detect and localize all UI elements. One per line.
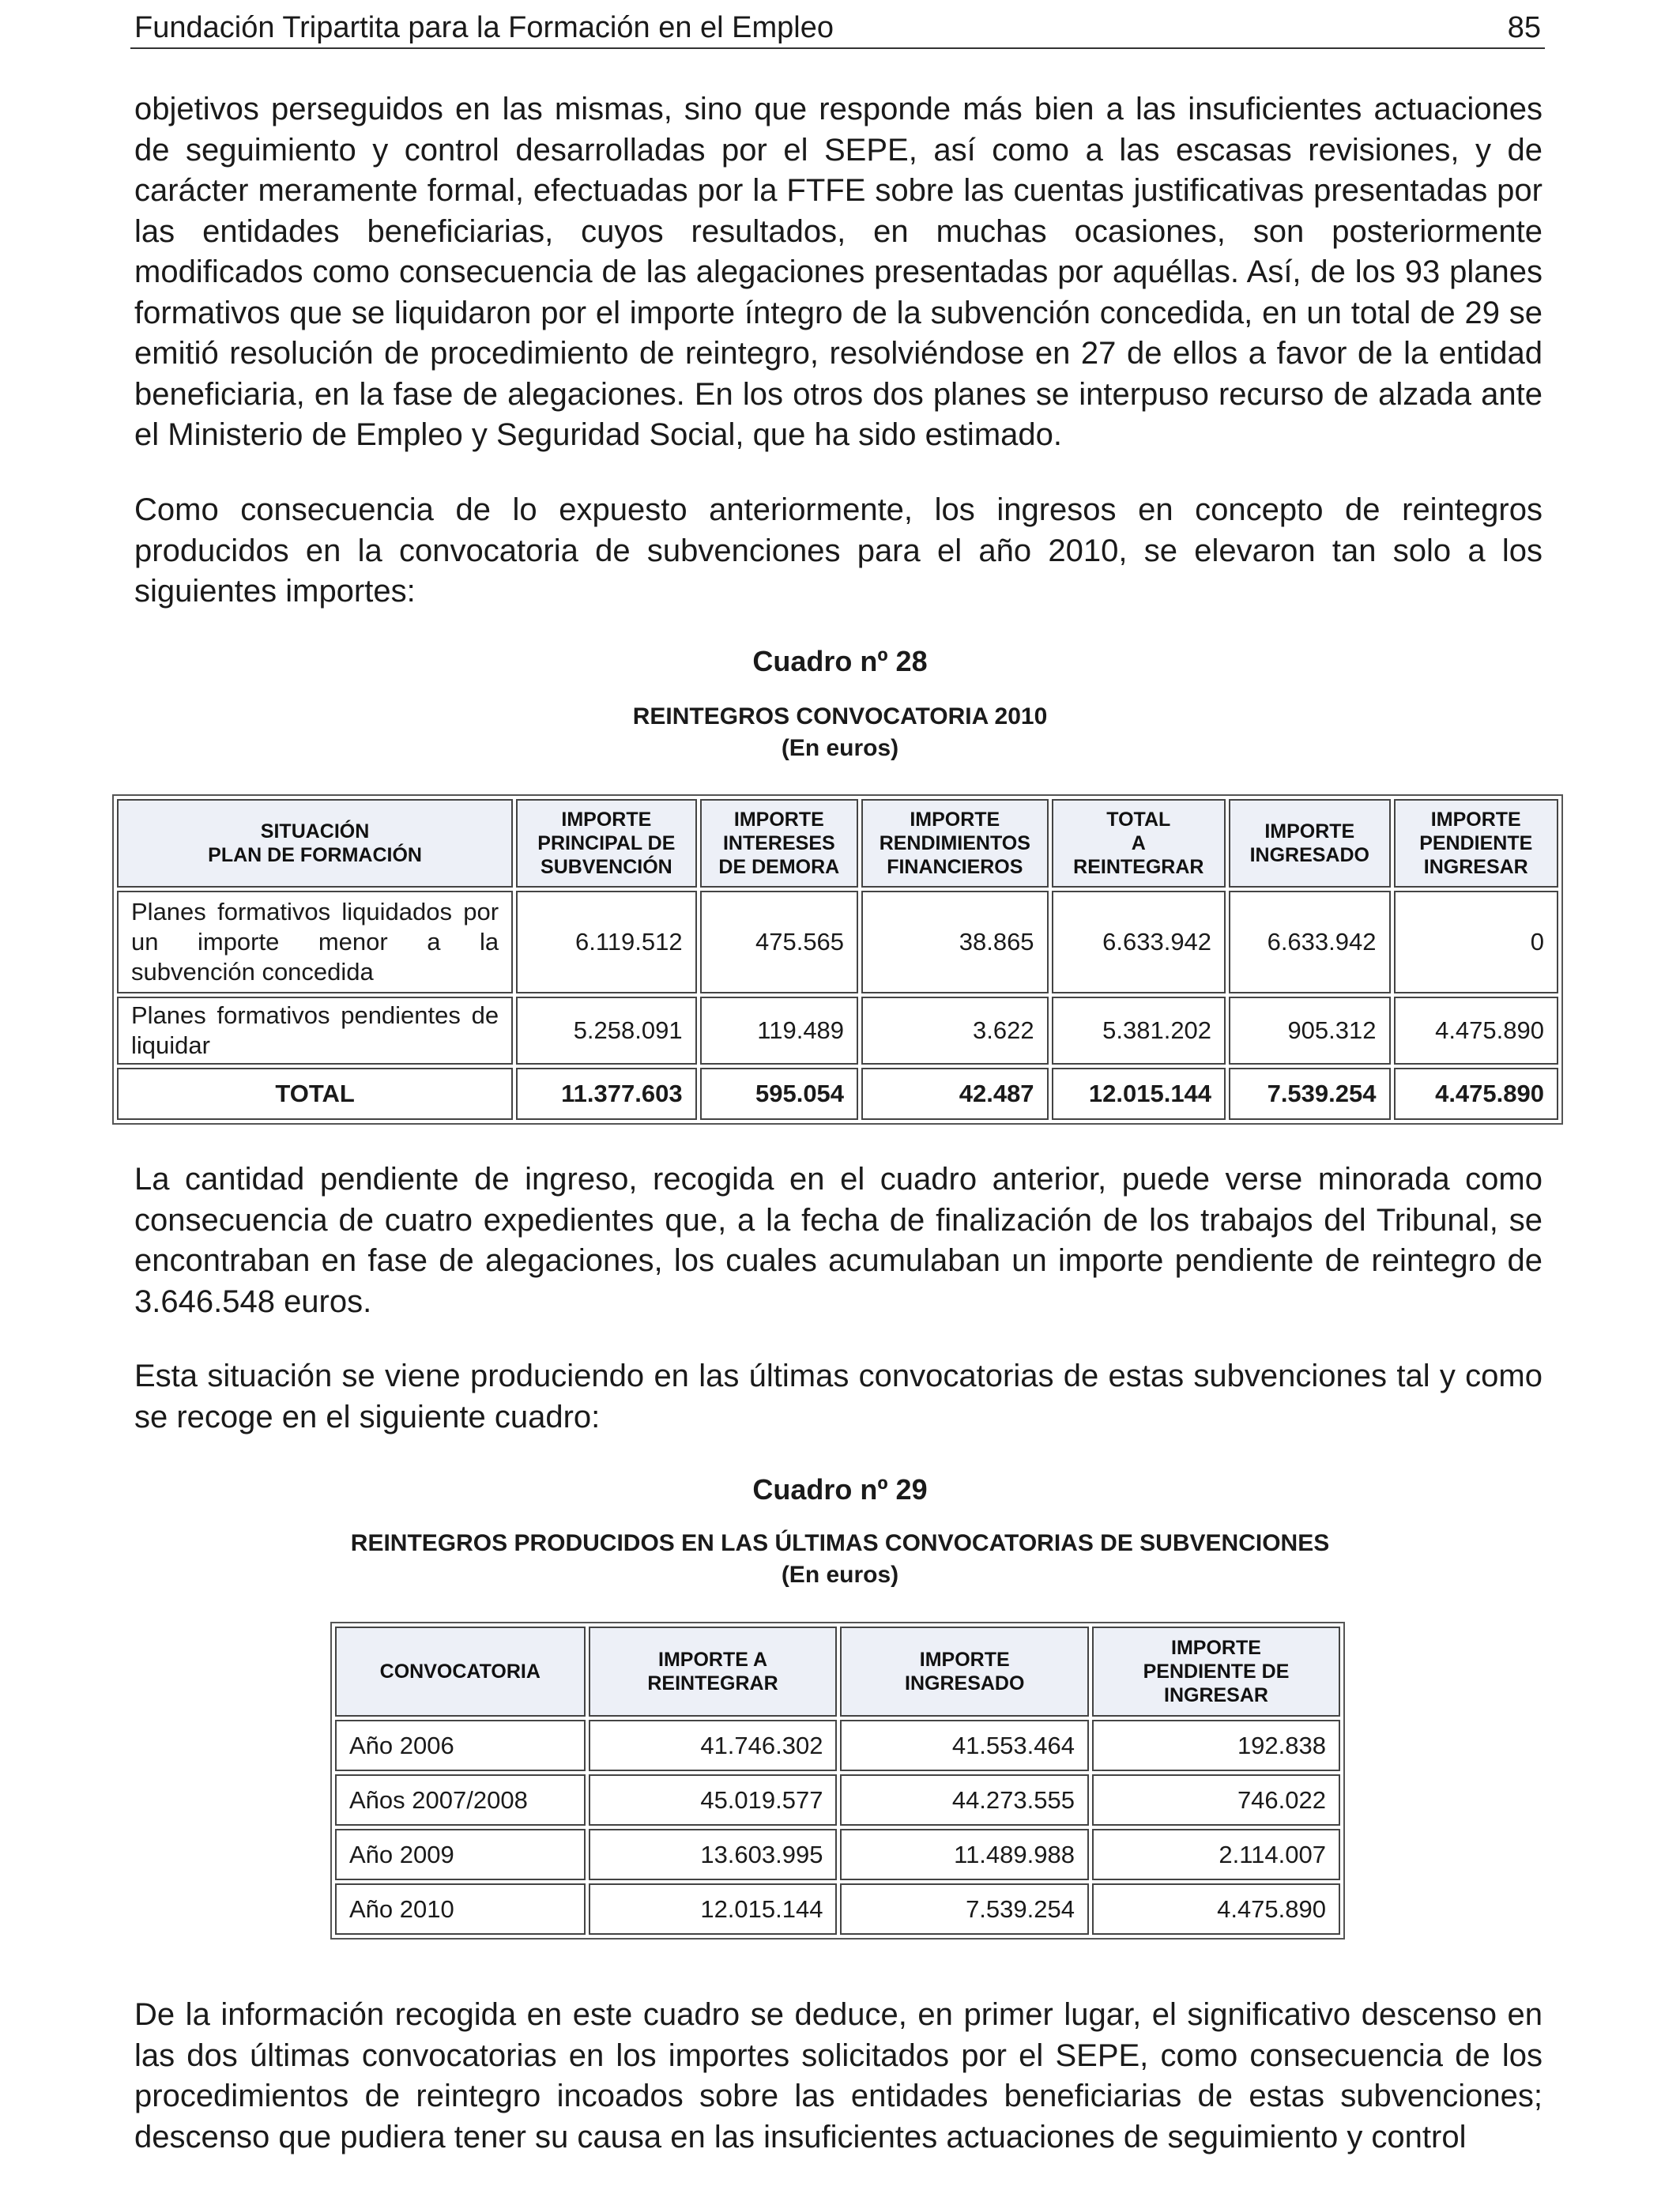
cuadro29-header-convocatoria: CONVOCATORIA (335, 1627, 586, 1717)
cuadro29-header-pendiente: IMPORTE PENDIENTE DE INGRESAR (1092, 1627, 1340, 1717)
table-cell: 0 (1394, 891, 1559, 993)
table-cell: 5.381.202 (1052, 997, 1226, 1065)
cuadro28-title: REINTEGROS CONVOCATORIA 2010 (632, 703, 1048, 729)
cuadro28-header-situacion: SITUACIÓN PLAN DE FORMACIÓN (117, 799, 513, 888)
cuadro28-header-intereses: IMPORTE INTERESES DE DEMORA (700, 799, 858, 888)
table-cell: 5.258.091 (516, 997, 697, 1065)
table-cell: 13.603.995 (589, 1829, 838, 1880)
table-cell: 6.633.942 (1229, 891, 1390, 993)
table-cell: 119.489 (700, 997, 858, 1065)
table-cell: 38.865 (861, 891, 1049, 993)
cuadro28-label: Cuadro nº 28 (752, 645, 928, 677)
cuadro28-header-principal: IMPORTE PRINCIPAL DE SUBVENCIÓN (516, 799, 697, 888)
table-cell: 2.114.007 (1092, 1829, 1340, 1880)
table-cell: 11.489.988 (840, 1829, 1089, 1880)
cuadro28-header-total: TOTAL A REINTEGRAR (1052, 799, 1226, 888)
table-row (335, 1720, 1340, 1771)
table-cell: 4.475.890 (1394, 997, 1559, 1065)
table-row (335, 1883, 1340, 1935)
table-row (335, 1829, 1340, 1880)
table-cell: 11.377.603 (516, 1068, 697, 1120)
cuadro29-table (330, 1622, 1345, 1940)
table-cell: 44.273.555 (840, 1774, 1089, 1826)
table-cell: 595.054 (700, 1068, 858, 1120)
cuadro29-label: Cuadro nº 29 (752, 1473, 928, 1506)
table-cell: 192.838 (1092, 1720, 1340, 1771)
table-cell: TOTAL (117, 1068, 513, 1120)
table-cell: 4.475.890 (1092, 1883, 1340, 1935)
table-cell: Año 2006 (335, 1720, 586, 1771)
table-cell: Planes formativos liquidados por un importe menor a la subvención concedida (117, 891, 513, 993)
table-cell: Año 2010 (335, 1883, 586, 1935)
table-row (335, 1774, 1340, 1826)
paragraph-3: La cantidad pendiente de ingreso, recogida en el cuadro anterior, puede verse minorada como consecuencia de cuatro expedientes que, a la fecha de finalización de los trabajos del Tribunal, se encontraban en fase de alegaciones, los cuales acumulaban un importe pendiente de reintegro de 3.646.548 euros. (134, 1162, 1543, 1319)
paragraph-2: Como consecuencia de lo expuesto anteriormente, los ingresos en concepto de reintegros producidos en la convocatoria de subvenciones para el año 2010, se elevaron tan solo a los siguientes importes: (134, 492, 1543, 609)
cuadro29-header-ingresado: IMPORTE INGRESADO (840, 1627, 1089, 1717)
cuadro29-unit: (En euros) (781, 1562, 899, 1588)
table-cell: Año 2009 (335, 1829, 586, 1880)
paragraph-1: objetivos perseguidos en las mismas, sino que responde más bien a las insuficientes actuaciones de seguimiento y control desarrolladas por el SEPE, así como a las escasas revisiones, y de carácter meramente formal, efectuadas por la FTFE sobre las cuentas justificativas presentadas por las entidades beneficiarias, cuyos resultados, en muchas ocasiones, son posteriormente modificados como consecuencia de las alegaciones presentadas por aquéllas. Así, de los 93 planes formativos que se liquidaron por el importe íntegro de la subvención concedida, en un total de 29 se emitió resolución de procedimiento de reintegro, resolviéndose en 27 de ellos a favor de la entidad beneficiaria, en la fase de alegaciones. En los otros dos planes se interpuso recurso de alzada ante el Ministerio de Empleo y Seguridad Social, que ha sido estimado. (134, 92, 1543, 452)
table-cell: 4.475.890 (1394, 1068, 1559, 1120)
table-cell: 7.539.254 (840, 1883, 1089, 1935)
cuadro28-table (112, 794, 1563, 1125)
page-header (130, 8, 1545, 49)
paragraph-4: Esta situación se viene produciendo en las últimas convocatorias de estas subvenciones tal y como se recoge en el siguiente cuadro: (134, 1359, 1543, 1434)
cuadro29-header-reintegrar: IMPORTE A REINTEGRAR (589, 1627, 838, 1717)
table-cell: 12.015.144 (589, 1883, 838, 1935)
cuadro29-title: REINTEGROS PRODUCIDOS EN LAS ÚLTIMAS CONVOCATORIAS DE SUBVENCIONES (350, 1530, 1330, 1556)
table-cell: 41.746.302 (589, 1720, 838, 1771)
table-cell: Planes formativos pendientes de liquidar (117, 997, 513, 1065)
cuadro28-header-pendiente: IMPORTE PENDIENTE INGRESAR (1394, 799, 1559, 888)
table-cell: 3.622 (861, 997, 1049, 1065)
table-row (117, 997, 1558, 1065)
cuadro28-header-ingresado: IMPORTE INGRESADO (1229, 799, 1390, 888)
table-cell: 42.487 (861, 1068, 1049, 1120)
table-total-row (117, 1068, 1558, 1120)
table-cell: 6.119.512 (516, 891, 697, 993)
cuadro28-unit: (En euros) (781, 735, 899, 761)
table-cell: 12.015.144 (1052, 1068, 1226, 1120)
table-cell: 905.312 (1229, 997, 1390, 1065)
table-cell: 7.539.254 (1229, 1068, 1390, 1120)
paragraph-5: De la información recogida en este cuadro se deduce, en primer lugar, el significativo descenso en las dos últimas convocatorias en los importes solicitados por el SEPE, como consecuencia de los procedimientos de reintegro incoados sobre las entidades beneficiarias de estas subvenciones; descenso que pudiera tener su causa en las insuficientes actuaciones de seguimiento y control (134, 1997, 1543, 2154)
table-cell: 746.022 (1092, 1774, 1340, 1826)
header-title: Fundación Tripartita para la Formación en el Empleo (134, 11, 834, 44)
table-cell: 6.633.942 (1052, 891, 1226, 993)
table-cell: 475.565 (700, 891, 858, 993)
table-cell: 45.019.577 (589, 1774, 838, 1826)
cuadro28-header-rendimientos: IMPORTE RENDIMIENTOS FINANCIEROS (861, 799, 1049, 888)
table-cell: Años 2007/2008 (335, 1774, 586, 1826)
table-cell: 41.553.464 (840, 1720, 1089, 1771)
page-number: 85 (1507, 11, 1541, 44)
table-row (117, 891, 1558, 993)
